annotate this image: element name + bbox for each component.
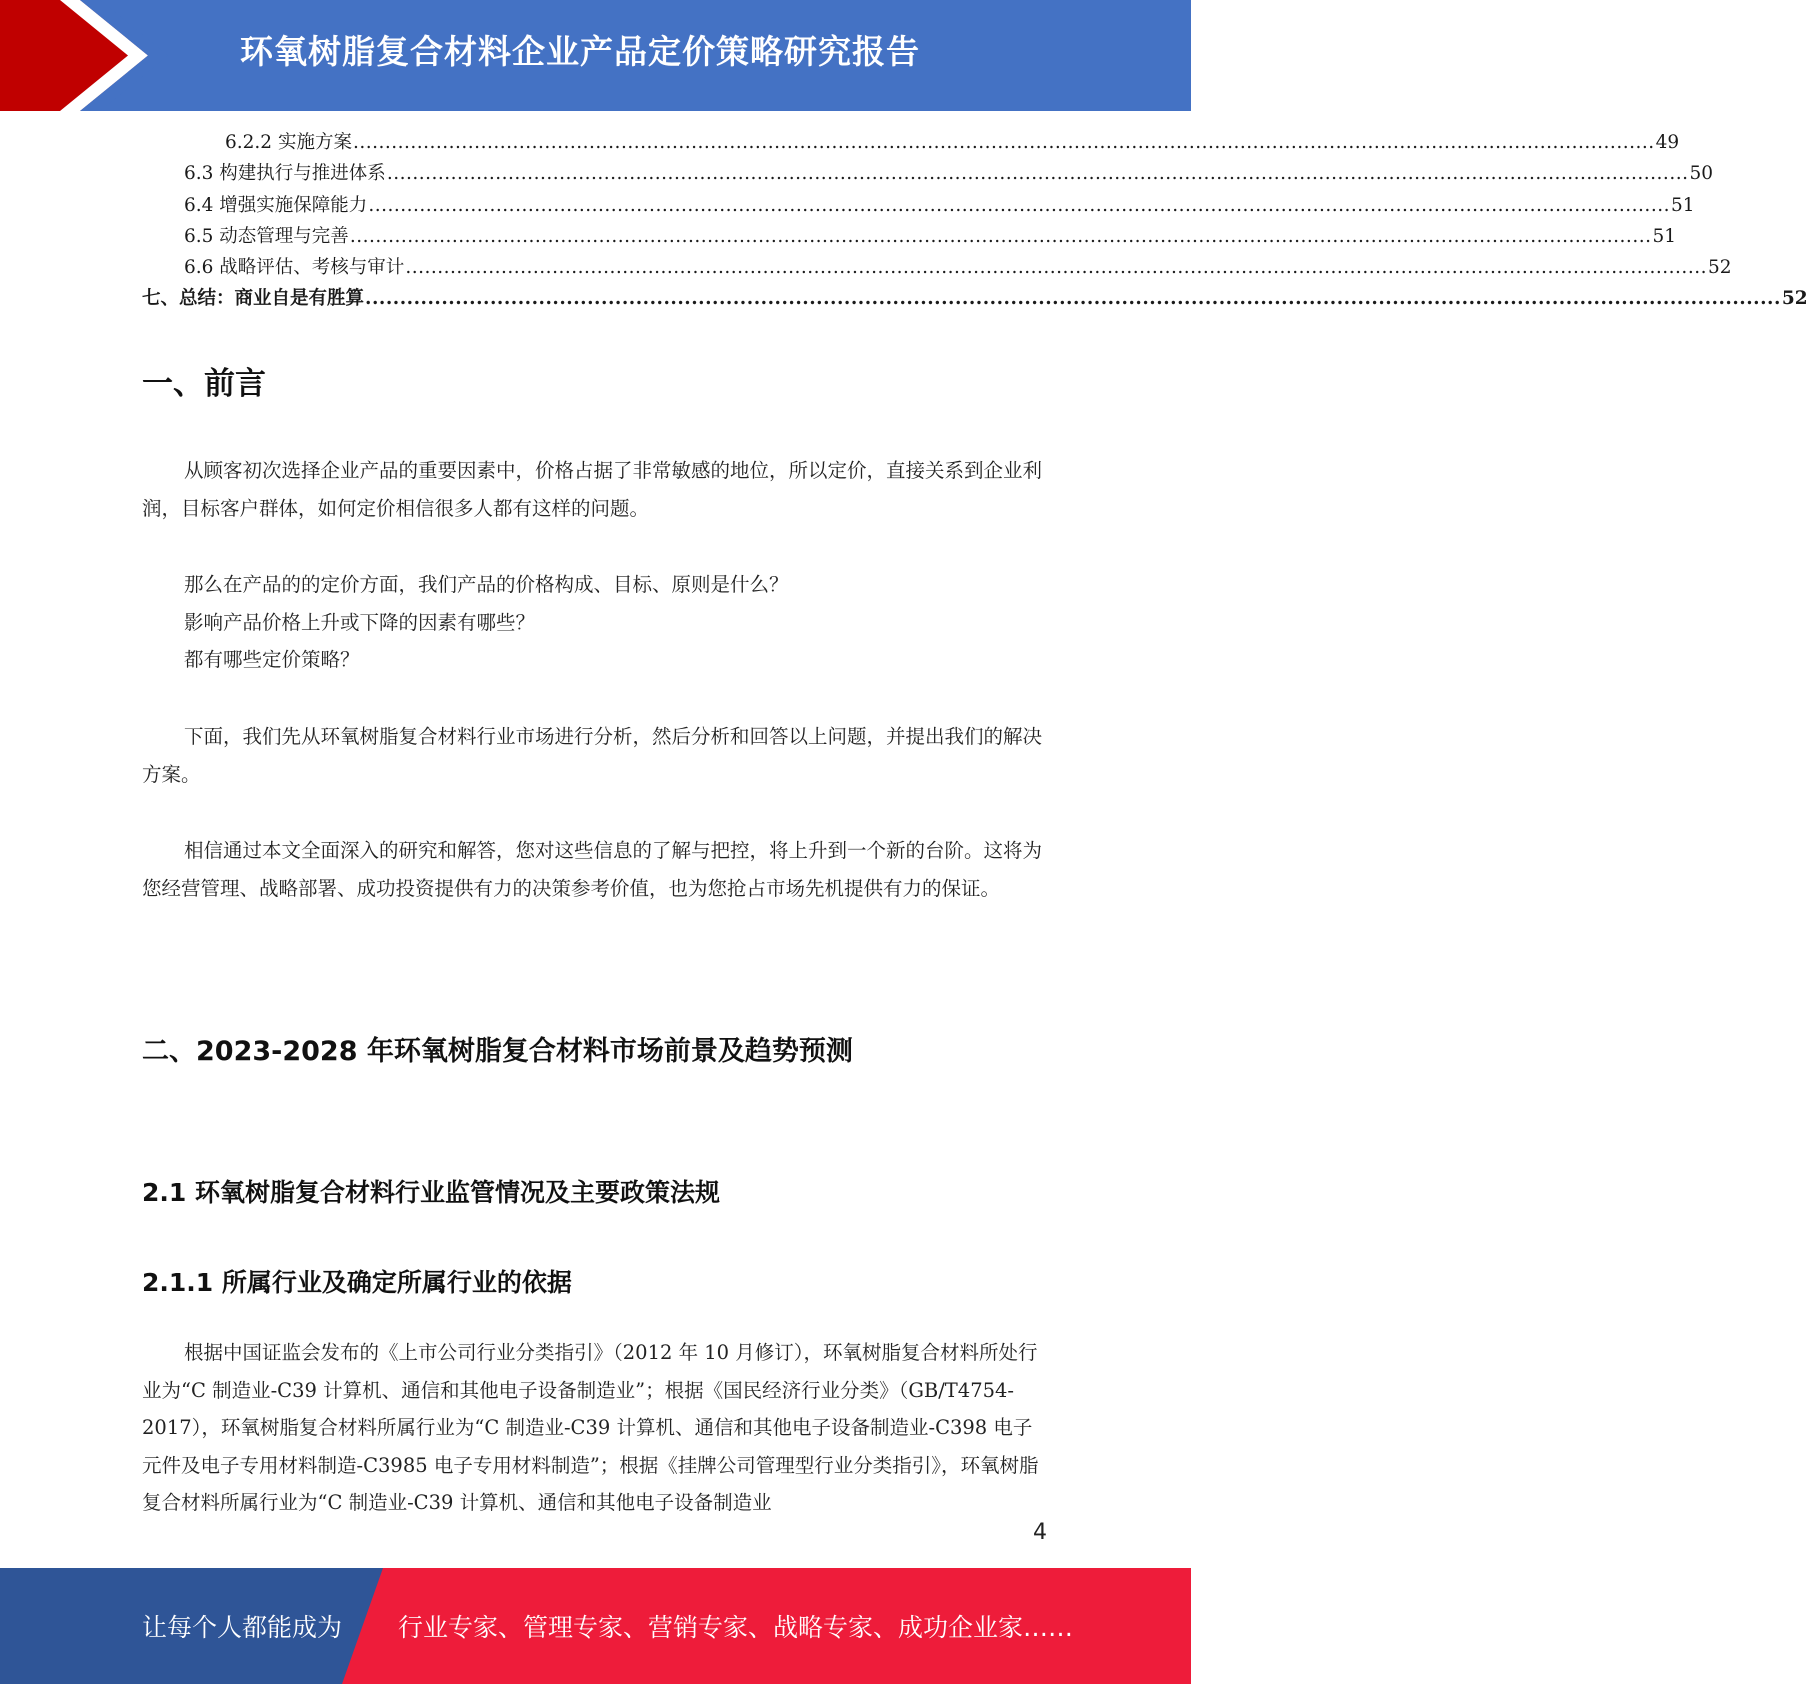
preface-paragraph: [142, 718, 1048, 793]
toc-leader-dots: ............................................................................................................................................................................................................: [349, 225, 1652, 247]
toc-entry-label: 6.5 动态管理与完善: [184, 225, 349, 247]
toc-leader-dots: ............................................................................................................................................................................................................: [352, 132, 1655, 153]
subsection-heading-regulation: 2.1 环氧树脂复合材料行业监管情况及主要政策法规: [142, 1178, 720, 1207]
subsection-heading-industry-basis: 2.1.1 所属行业及确定所属行业的依据: [142, 1268, 572, 1297]
table-of-contents: [142, 128, 1808, 316]
toc-entry-page: 50: [1689, 163, 1714, 185]
toc-entry[interactable]: [142, 222, 1677, 253]
toc-leader-dots: ............................................................................................................................................................................................................: [386, 163, 1689, 185]
report-title: 环氧树脂复合材料企业产品定价策略研究报告: [240, 32, 920, 71]
toc-entry[interactable]: [142, 128, 1680, 159]
toc-entry-label: 6.6 战略评估、考核与审计: [184, 257, 405, 279]
toc-leader-dots: ............................................................................................................................................................................................................: [405, 257, 1707, 279]
section-heading-preface: 一、前言: [142, 366, 266, 402]
toc-leader-dots: ............................................................................................................................................................................................................: [365, 288, 1781, 310]
toc-entry-label: 6.4 增强实施保障能力: [184, 194, 368, 216]
footer-slogan-left: 让每个人都能成为: [142, 1613, 343, 1642]
toc-leader-dots: ............................................................................................................................................................................................................: [368, 194, 1670, 216]
toc-entry-page: 49: [1655, 132, 1680, 153]
toc-entry-label: 6.2.2 实施方案: [225, 132, 352, 153]
industry-basis-paragraph: [142, 1334, 1048, 1522]
preface-paragraph: [142, 452, 1048, 527]
section-heading-market-outlook: 二、2023-2028 年环氧树脂复合材料市场前景及趋势预测: [142, 1036, 853, 1067]
toc-entry-label: 6.3 构建执行与推进体系: [184, 163, 386, 185]
page-header-banner: [0, 0, 1191, 111]
paragraph-text: 根据中国证监会发布的《上市公司行业分类指引》（2012 年 10 月修订），环氧树脂复合材料所处行业为“C 制造业-C39 计算机、通信和其他电子设备制造业”；根据《国民经济行业分类》（GB/T4754-2017），环氧树脂复合材料所属行业为“C 制造业-C39 计算机、通信和其他电子设备制造业-C398 电子元件及电子专用材料制造-C3985 电子专用材料制造”；根据《挂牌公司管理型行业分类指引》，环氧树脂复合材料所属行业为“C 制造业-C39 计算机、通信和其他电子设备制造业: [142, 1341, 1039, 1514]
toc-entry-page: 52: [1707, 257, 1732, 279]
toc-entry[interactable]: [142, 253, 1732, 284]
toc-entry[interactable]: [142, 159, 1714, 190]
toc-entry-page: 51: [1670, 194, 1695, 216]
page-number: 4: [1033, 1520, 1047, 1545]
paragraph-text: 相信通过本文全面深入的研究和解答，您对这些信息的了解与把控，将上升到一个新的台阶。这将为您经营管理、战略部署、成功投资提供有力的决策参考价值，也为您抢占市场先机提供有力的保证。: [142, 839, 1043, 900]
toc-entry-page: 52: [1781, 288, 1808, 310]
toc-entry-page: 51: [1652, 225, 1677, 247]
paragraph-text: 从顾客初次选择企业产品的重要因素中，价格占据了非常敏感的地位，所以定价，直接关系到企业利润，目标客户群体，如何定价相信很多人都有这样的问题。: [142, 459, 1043, 520]
footer-slogan-right: 行业专家、管理专家、营销专家、战略专家、成功企业家……: [398, 1613, 1074, 1642]
toc-entry-label: 七、总结：商业自是有胜算: [142, 288, 365, 310]
question-item: 影响产品价格上升或下降的因素有哪些？: [184, 610, 536, 634]
paragraph-text: 下面，我们先从环氧树脂复合材料行业市场进行分析，然后分析和回答以上问题，并提出我们的解决方案。: [142, 725, 1043, 786]
question-item: 都有哪些定价策略？: [184, 648, 360, 671]
toc-entry[interactable]: [142, 191, 1695, 222]
question-item: 那么在产品的的定价方面，我们产品的价格构成、目标、原则是什么？: [184, 573, 789, 596]
toc-entry[interactable]: [142, 284, 1808, 315]
page-footer-banner: [0, 1568, 1191, 1684]
question-list: [184, 566, 1044, 679]
preface-paragraph: [142, 832, 1048, 907]
